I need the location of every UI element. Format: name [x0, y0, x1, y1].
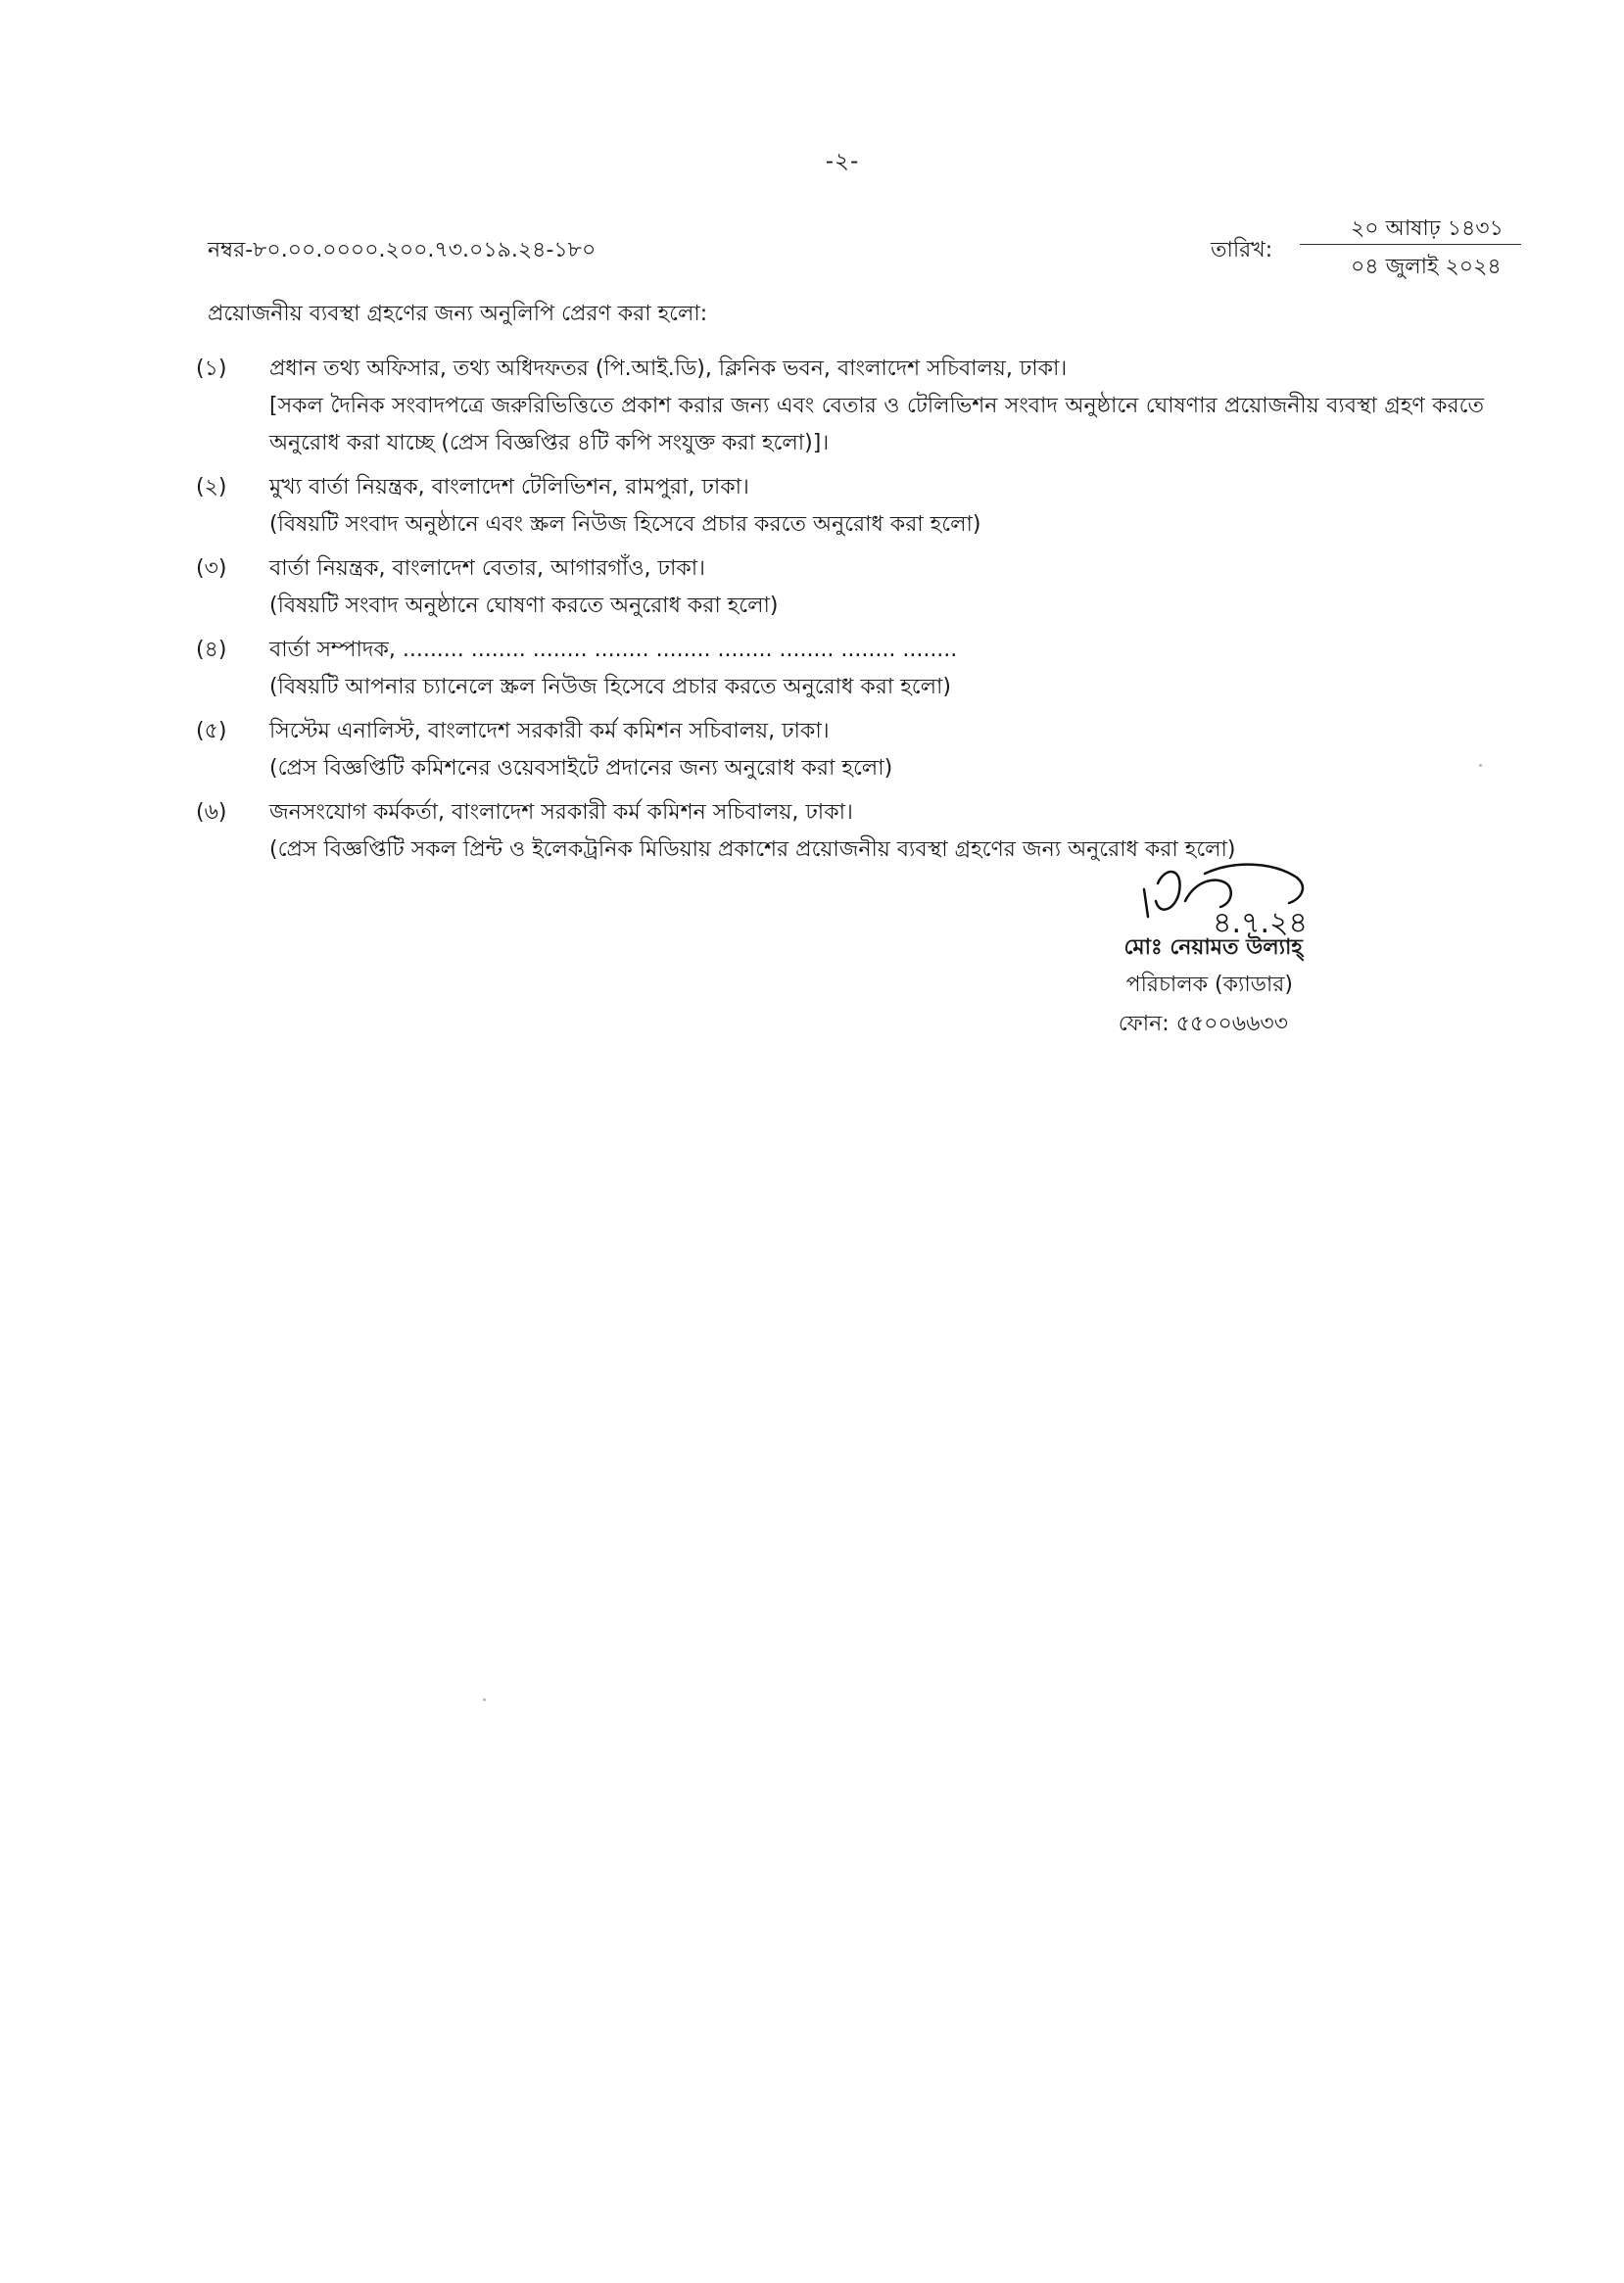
- list-item-number: (১): [196, 357, 227, 381]
- list-item-number: (৩): [196, 556, 227, 581]
- list-item-number: (৫): [196, 719, 227, 743]
- date-block: [1211, 210, 1524, 288]
- recipient-address: সিস্টেম এনালিস্ট, বাংলাদেশ সরকারী কর্ম কমিশন সচিবালয়, ঢাকা।: [269, 719, 830, 743]
- signer-designation: পরিচালক (ক্যাডার): [1125, 973, 1293, 997]
- scan-speck: [1479, 764, 1482, 767]
- date-divider: [1300, 244, 1521, 245]
- memo-number: নম্বর-৮০.০০.০০০০.২০০.৭৩.০১৯.২৪-১৮০: [208, 238, 597, 262]
- recipient-instruction: [সকল দৈনিক সংবাদপত্রে জরুরিভিত্তিতে প্রকাশ করার জন্য এবং বেতার ও টেলিভিশন সংবাদ অনুষ্ঠানে ঘোষণার প্রয়োজনীয় ব্যবস্থা গ্রহণ করতে অনুরোধ করা যাচ্ছে (প্রেস বিজ্ঞপ্তির ৪টি কপি সংযুক্ত করা হলো)]।: [269, 394, 1484, 455]
- recipient-instruction: (বিষয়টি সংবাদ অনুষ্ঠানে ঘোষণা করতে অনুরোধ করা হলো): [269, 594, 779, 618]
- signer-name: মোঃ নেয়ামত উল্যাহ্: [1123, 935, 1303, 960]
- handwritten-date: ৪.৭.২৪: [1213, 906, 1309, 940]
- recipient-address: বার্তা নিয়ন্ত্রক, বাংলাদেশ বেতার, আগারগাঁও, ঢাকা।: [269, 556, 705, 581]
- recipient-address: প্রধান তথ্য অফিসার, তথ্য অধিদফতর (পি.আই.ডি), ক্লিনিক ভবন, বাংলাদেশ সচিবালয়, ঢাকা।: [269, 357, 1068, 381]
- recipient-instruction: (বিষয়টি আপনার চ্যানেলে স্ক্রল নিউজ হিসেবে প্রচার করতে অনুরোধ করা হলো): [269, 675, 951, 699]
- recipient-instruction: (প্রেস বিজ্ঞপ্তিটি সকল প্রিন্ট ও ইলেকট্রনিক মিডিয়ায় প্রকাশের প্রয়োজনীয় ব্যবস্থা গ্রহণের জন্য অনুরোধ করা হলো): [269, 837, 1236, 862]
- list-item: [196, 550, 1489, 625]
- list-item: [196, 351, 1489, 462]
- recipient-address: বার্তা সম্পাদক, ......... ........ ........ ........ ........ ........ ........ ........ ........: [269, 638, 958, 662]
- recipient-list: [196, 351, 1489, 876]
- list-item: [196, 469, 1489, 544]
- scan-speck: [483, 1698, 486, 1701]
- recipient-address: মুখ্য বার্তা নিয়ন্ত্রক, বাংলাদেশ টেলিভিশন, রামপুরা, ঢাকা।: [269, 475, 749, 499]
- signature-block: [1077, 862, 1332, 1058]
- list-item-number: (৬): [196, 800, 227, 825]
- recipient-instruction: (প্রেস বিজ্ঞপ্তিটি কমিশনের ওয়েবসাইটে প্রদানের জন্য অনুরোধ করা হলো): [269, 756, 893, 781]
- page-number: -২-: [825, 149, 860, 174]
- list-item: [196, 632, 1489, 706]
- list-item-number: (৪): [196, 638, 227, 662]
- date-label: তারিখ:: [1211, 238, 1273, 262]
- signer-phone: ফোন: ৫৫০০৬৬৩৩: [1118, 1012, 1288, 1036]
- list-item: [196, 794, 1489, 869]
- date-english: ০৪ জুলাই ২০২৪: [1351, 255, 1502, 279]
- list-item: [196, 713, 1489, 787]
- list-item-number: (২): [196, 475, 227, 499]
- date-bangla: ২০ আষাঢ় ১৪৩১: [1351, 216, 1504, 241]
- recipient-address: জনসংযোগ কর্মকর্তা, বাংলাদেশ সরকারী কর্ম কমিশন সচিবালয়, ঢাকা।: [269, 800, 853, 825]
- copy-intro: প্রয়োজনীয় ব্যবস্থা গ্রহণের জন্য অনুলিপি প্রেরণ করা হলো:: [208, 302, 708, 326]
- recipient-instruction: (বিষয়টি সংবাদ অনুষ্ঠানে এবং স্ক্রল নিউজ হিসেবে প্রচার করতে অনুরোধ করা হলো): [269, 512, 981, 537]
